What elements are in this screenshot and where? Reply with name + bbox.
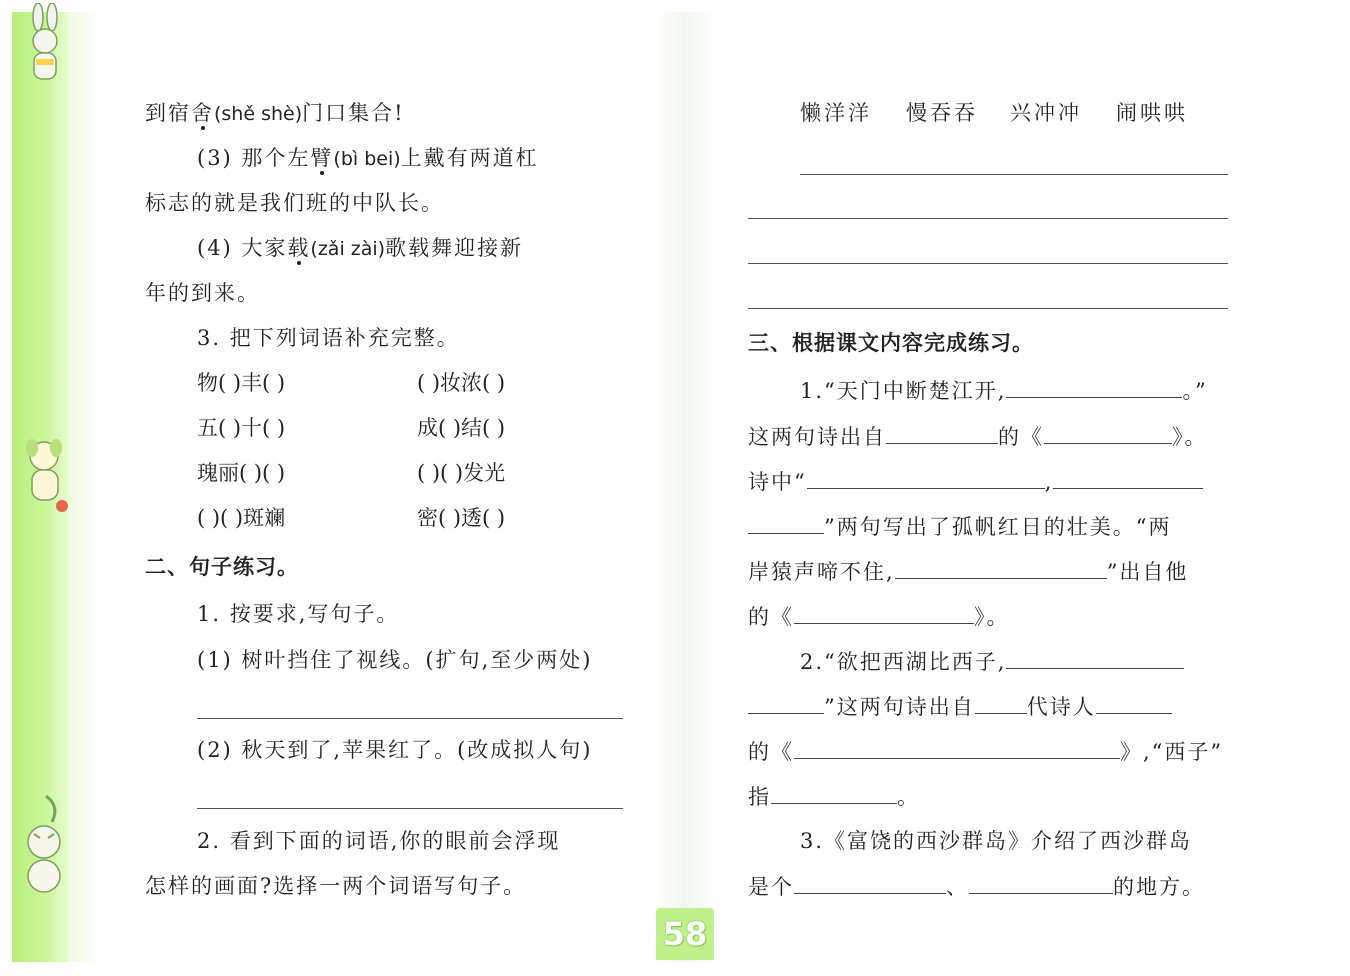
poem-q1-line3: [748, 466, 1203, 497]
pinyin-options: (shě shè): [214, 103, 303, 125]
fill-blank[interactable]: [1006, 646, 1184, 669]
fill-blank[interactable]: [748, 691, 824, 714]
fill-blank[interactable]: [794, 871, 946, 894]
page-number: 58: [656, 908, 714, 960]
word-fill-3: 五( )十( ): [197, 416, 286, 440]
sentence-q2-line1: 2. 看到下面的词语,你的眼前会浮现: [197, 829, 561, 853]
text-fragment: 岸猿声啼不住,: [748, 560, 895, 584]
fill-blank[interactable]: [975, 691, 1027, 714]
fill-blank[interactable]: [1096, 691, 1172, 714]
dotted-character: 臂: [310, 146, 334, 170]
text-fragment: ,: [1044, 470, 1054, 494]
fill-blank[interactable]: [895, 556, 1107, 579]
poem-q1-line6: [748, 601, 1010, 632]
answer-line[interactable]: [800, 174, 1228, 175]
fill-blank[interactable]: [807, 466, 1045, 489]
fill-blank[interactable]: [1053, 466, 1203, 489]
text-fragment: (4) 大家: [197, 236, 288, 260]
question-3-title: 3. 把下列词语补充完整。: [197, 326, 460, 350]
text-fragment: (3) 那个左: [197, 146, 311, 170]
pinyin-options: (zǎi zài): [310, 238, 386, 260]
fill-blank[interactable]: [794, 736, 1120, 759]
answer-line[interactable]: [748, 263, 1228, 264]
poem-q2-line1: [800, 646, 1184, 677]
text-fragment: 上戴有两道杠: [400, 146, 539, 170]
left-line-4: [197, 233, 523, 264]
left-line-1: [145, 98, 405, 129]
sentence-q1-part2: (2) 秋天到了,苹果红了。(改成拟人句): [197, 738, 593, 762]
word-fill-4: 成( )结( ): [417, 416, 506, 440]
text-fragment: 门口集合!: [302, 101, 405, 125]
text-fragment: 》。: [1172, 425, 1208, 449]
answer-line[interactable]: [197, 718, 623, 719]
text-fragment: 的《: [748, 740, 794, 764]
fill-blank[interactable]: [748, 511, 824, 534]
sentence-q2-line2: 怎样的画面?选择一两个词语写句子。: [145, 874, 527, 898]
text-q3-line1: 3.《富饶的西沙群岛》介绍了西沙群岛: [800, 829, 1193, 853]
word-fill-1: 物( )丰( ): [197, 371, 286, 395]
text-fragment: 指: [748, 785, 771, 809]
dog-mascot-icon: [14, 440, 74, 510]
text-fragment: 。”: [1182, 379, 1208, 403]
text-fragment: ”这两句诗出自: [824, 695, 975, 719]
text-fragment: 。: [897, 785, 920, 809]
text-fragment: 的地方。: [1113, 875, 1205, 899]
text-fragment: 》,“西子”: [1120, 740, 1224, 764]
word-xingchongchong: 兴冲冲: [1010, 101, 1082, 125]
word-fill-5: 瑰丽( )( ): [197, 461, 286, 485]
answer-line[interactable]: [748, 308, 1228, 309]
word-fill-6: ( )( )发光: [417, 461, 506, 485]
word-lanyangyang: 懒洋洋: [800, 101, 872, 125]
sentence-q1: 1. 按要求,写句子。: [197, 602, 400, 626]
word-fill-7: ( )( )斑斓: [197, 506, 286, 530]
section-2-heading: 二、句子练习。: [145, 555, 299, 579]
text-fragment: 》。: [974, 605, 1010, 629]
dotted-character: 载: [287, 236, 311, 260]
poem-q2-line2: [748, 691, 1172, 722]
fill-blank[interactable]: [771, 781, 897, 804]
poem-q1-line4: [748, 511, 1171, 542]
text-fragment: 1.“天门中断楚江开,: [800, 379, 1007, 403]
answer-line[interactable]: [748, 218, 1228, 219]
word-fill-8: 密( )透( ): [417, 506, 506, 530]
word-mantuntun: 慢吞吞: [906, 101, 978, 125]
text-fragment: 到宿: [145, 101, 191, 125]
text-fragment: ”两句写出了孤帆红日的壮美。“两: [824, 515, 1172, 539]
text-fragment: 的《: [998, 425, 1044, 449]
poem-q1-line2: [748, 421, 1208, 452]
section-3-heading: 三、根据课文内容完成练习。: [748, 331, 1034, 355]
pinyin-options: (bì bei): [333, 148, 401, 170]
fill-blank[interactable]: [886, 421, 998, 444]
tiger-mascot-icon: [14, 810, 74, 880]
sentence-q1-part1: (1) 树叶挡住了视线。(扩句,至少两处): [197, 648, 593, 672]
word-fill-2: ( )妆浓( ): [417, 371, 506, 395]
text-fragment: 歌载舞迎接新: [385, 236, 524, 260]
text-fragment: 、: [946, 875, 969, 899]
left-line-3: 标志的就是我们班的中队长。: [145, 191, 444, 215]
text-fragment: 2.“欲把西湖比西子,: [800, 650, 1007, 674]
text-fragment: 代诗人: [1026, 695, 1096, 719]
text-q3-line2: [748, 871, 1205, 902]
poem-q2-line4: [748, 781, 920, 812]
fill-blank[interactable]: [969, 871, 1113, 894]
poem-q2-line3: [748, 736, 1223, 767]
fill-blank[interactable]: [794, 601, 974, 624]
page-gutter: [656, 12, 714, 962]
text-fragment: ”出自他: [1106, 560, 1189, 584]
fill-blank[interactable]: [1044, 421, 1172, 444]
dotted-character: 舍: [191, 101, 214, 125]
left-line-2: [197, 143, 539, 174]
rabbit-mascot-icon: [14, 18, 74, 88]
fill-blank[interactable]: [1006, 375, 1182, 398]
text-fragment: 是个: [748, 875, 794, 899]
word-naohonghong: 闹哄哄: [1116, 101, 1188, 125]
answer-line[interactable]: [197, 808, 623, 809]
poem-q1-line5: [748, 556, 1188, 587]
text-fragment: 诗中“: [748, 470, 807, 494]
text-fragment: 这两句诗出自: [748, 425, 886, 449]
text-fragment: 的《: [748, 605, 794, 629]
left-line-5: 年的到来。: [145, 281, 260, 305]
poem-q1-line1: [800, 375, 1208, 406]
